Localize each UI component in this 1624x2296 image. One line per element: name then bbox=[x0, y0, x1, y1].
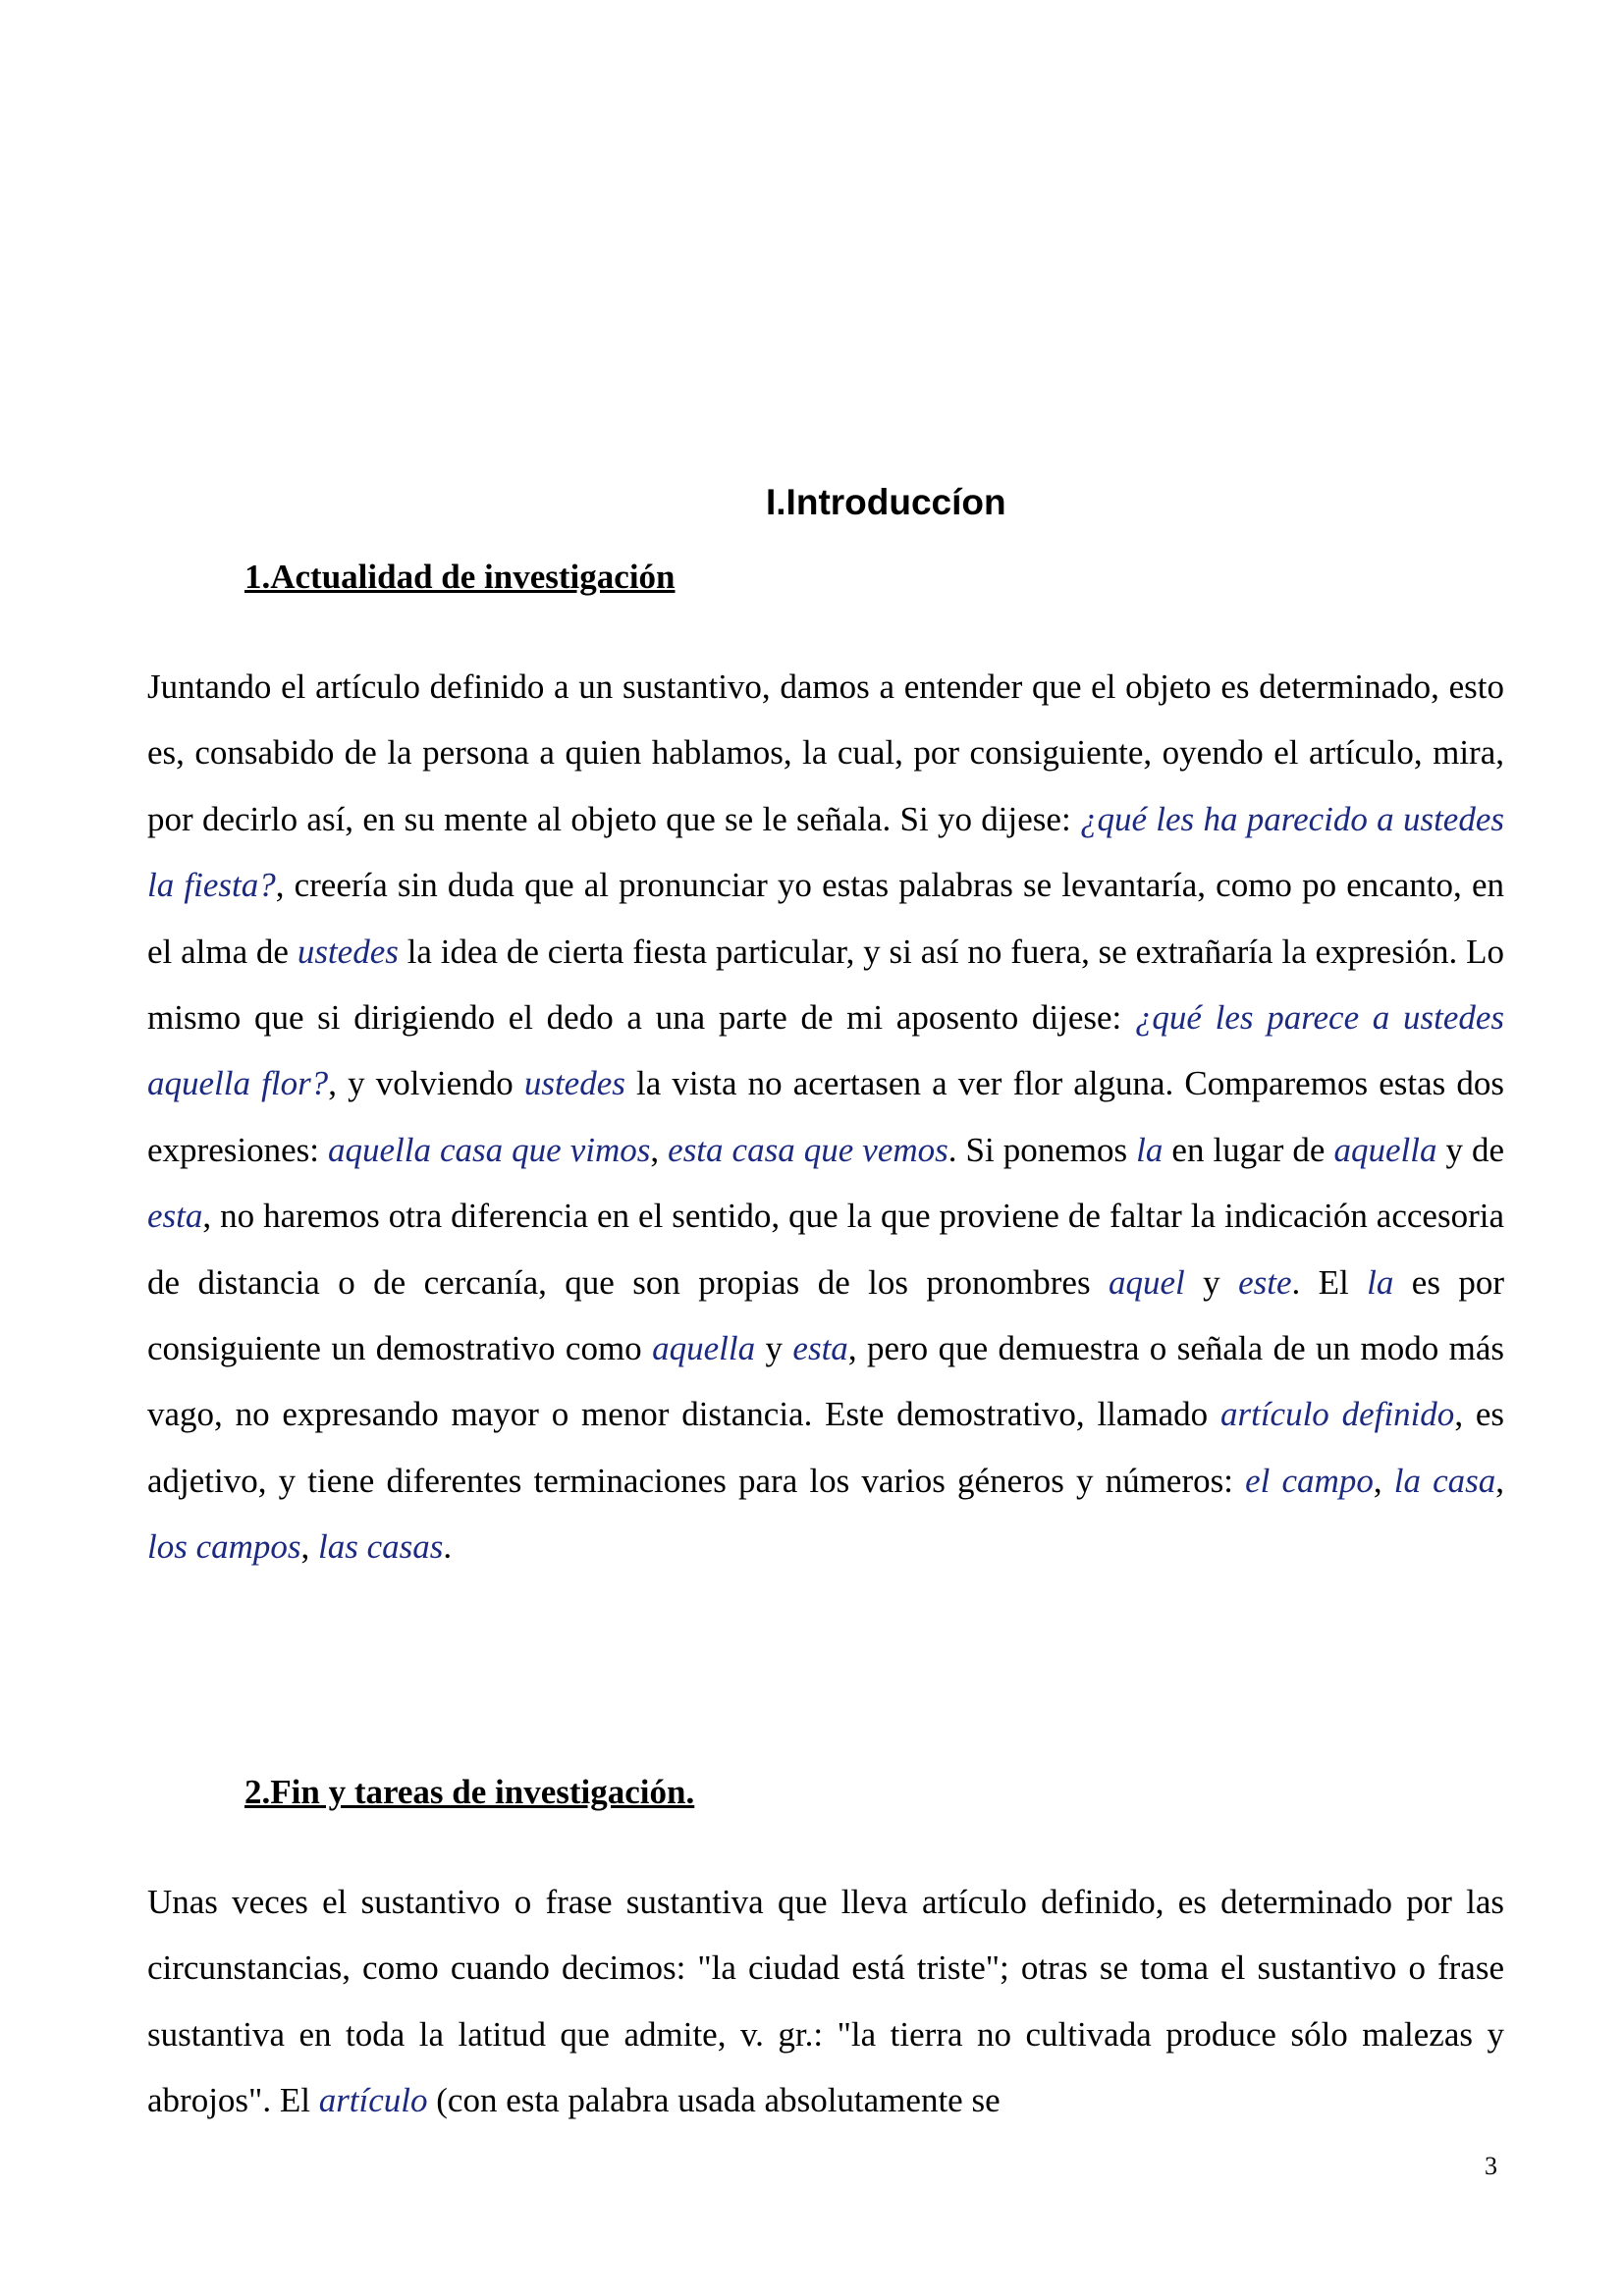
text-run: en lugar de bbox=[1163, 1130, 1334, 1169]
example-phrase: ¿qué les ha parecido a ustedes la fiesta? bbox=[147, 799, 1504, 905]
example-phrase: ¿qué les parece a ustedes aquella flor? bbox=[147, 998, 1505, 1103]
text-run: , creería sin duda que al pronunciar yo estas palabras se levantaría, como po encanto, en el alma de bbox=[147, 866, 1504, 971]
example-phrase: artículo definido bbox=[1219, 1395, 1455, 1434]
text-run: , bbox=[1495, 1461, 1505, 1500]
example-phrase: esta casa que vemos bbox=[668, 1130, 948, 1169]
text-run: . El bbox=[1291, 1262, 1368, 1302]
section-heading-fin-tareas: 2.Fin y tareas de investigación. bbox=[244, 1773, 695, 1811]
example-phrase: artículo bbox=[318, 2081, 428, 2120]
text-run: la idea de cierta fiesta particular, y si así no fuera, se extrañaría la expresión. Lo mismo que si dirigiendo el dedo a una parte de mi aposento dijese: bbox=[147, 932, 1505, 1038]
text-run: Unas veces el sustantivo o frase sustantiva que lleva artículo definido, es determinado por las circunstancias, como cuando decimos: "la ciudad está triste"; otras se toma el sustantivo o frase sustantiva en toda la latitud que admite, v. gr.: "la tierra no cultivada produce sólo malezas y abrojos". El bbox=[147, 1883, 1504, 2120]
text-run: , no haremos otra diferencia en el sentido, que la que proviene de faltar la indicación accesoria de distancia o de cercanía, que son propias de los pronombres bbox=[147, 1197, 1504, 1302]
text-run: y bbox=[755, 1329, 793, 1368]
text-run: la vista no acertasen a ver flor alguna. Comparemos estas dos expresiones: bbox=[147, 1064, 1504, 1169]
example-phrase: ustedes bbox=[297, 932, 399, 971]
example-phrase: aquella bbox=[652, 1329, 756, 1368]
text-run: y bbox=[1184, 1262, 1239, 1302]
text-run: , y volviendo bbox=[328, 1064, 524, 1103]
paragraph-actualidad bbox=[147, 654, 1504, 1580]
text-run: es por consiguiente un demostrativo como bbox=[147, 1262, 1505, 1368]
page-number: 3 bbox=[1485, 2152, 1497, 2180]
paragraph-fin-tareas bbox=[147, 1869, 1504, 2134]
section-heading-actualidad: 1.Actualidad de investigación bbox=[244, 558, 676, 596]
example-phrase: la bbox=[1367, 1262, 1394, 1302]
example-phrase: esta bbox=[147, 1197, 203, 1236]
example-phrase: esta bbox=[792, 1329, 848, 1368]
text-run: . Si ponemos bbox=[947, 1130, 1137, 1169]
text-run: y de bbox=[1436, 1130, 1505, 1169]
example-phrase: ustedes bbox=[523, 1064, 625, 1103]
text-run: (con esta palabra usada absolutamente se bbox=[427, 2081, 1001, 2120]
text-run: , bbox=[650, 1130, 669, 1169]
text-run: , bbox=[1373, 1461, 1394, 1500]
example-phrase: aquella casa que vimos bbox=[327, 1130, 651, 1169]
text-run: , pero que demuestra o señala de un modo más vago, no expresando mayor o menor distancia. Este demostrativo, llamado bbox=[147, 1329, 1504, 1434]
example-phrase: la bbox=[1136, 1130, 1164, 1169]
example-phrase: aquel bbox=[1108, 1262, 1185, 1302]
text-run: , bbox=[300, 1527, 319, 1567]
text-run: Juntando el artículo definido a un sustantivo, damos a entender que el objeto es determinado, esto es, consabido de la persona a quien hablamos, la cual, por consiguiente, oyendo el artículo, mira, por decirlo así, en su mente al objeto que se le señala. Si yo dijese: bbox=[147, 667, 1504, 838]
example-phrase: los campos bbox=[147, 1527, 301, 1567]
example-phrase: aquella bbox=[1333, 1130, 1437, 1169]
example-phrase: el campo bbox=[1245, 1461, 1374, 1500]
example-phrase: la casa bbox=[1393, 1461, 1496, 1500]
example-phrase: las casas bbox=[318, 1527, 444, 1567]
text-run: . bbox=[443, 1527, 453, 1567]
text-run: , es adjetivo, y tiene diferentes terminaciones para los varios géneros y números: bbox=[147, 1395, 1505, 1500]
example-phrase: este bbox=[1238, 1262, 1292, 1302]
chapter-title: I.Introduccíon bbox=[766, 482, 1006, 522]
